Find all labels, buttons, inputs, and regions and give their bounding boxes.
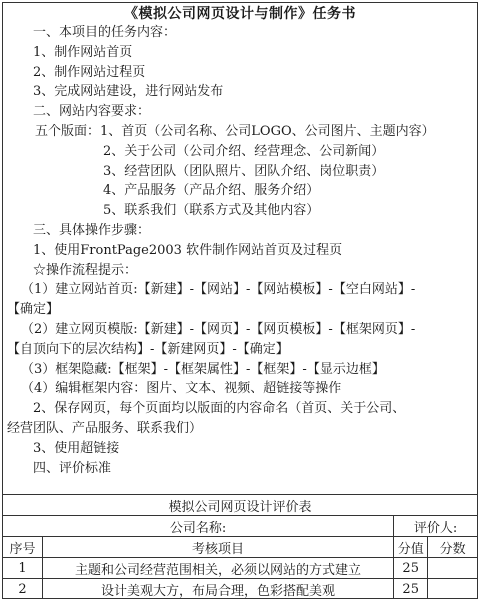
row-number: 1 (3, 558, 43, 579)
evaluation-table-title: 模拟公司网页设计评价表 (3, 495, 478, 516)
table-header-row (3, 537, 478, 558)
section2-item: 2、关于公司（公司介绍、经营理念、公司新闻） (103, 143, 385, 159)
step-2: 2、保存网页，每个页面均以版面的内容命名（首页、关于公司、 (33, 401, 406, 417)
section2-lead: 五个版面： (35, 123, 101, 139)
section1-heading: 一、本项目的任务内容： (33, 25, 177, 40)
section2-item: 3、经营团队（团队照片、团队介绍、岗位职责） (103, 163, 385, 179)
row-item: 设计美观大方，布局合理，色彩搭配美观 (42, 579, 393, 600)
company-name-label: 公司名称: (3, 516, 394, 537)
procedure-3: （3）框架隐藏:【框架】-【框架属性】-【框架】-【显示边框】 (21, 361, 385, 377)
row-points: 25 (394, 579, 428, 600)
table-row (3, 558, 478, 579)
procedure-hint: ☆操作流程提示： (33, 262, 138, 278)
section4-heading: 四、评价标准 (33, 460, 112, 476)
section1-item: 2、制作网站过程页 (33, 64, 146, 80)
document-title: 《模拟公司网页设计与制作》任务书 (124, 6, 356, 22)
section1-item: 1、制作网站首页 (33, 44, 133, 60)
section2-item: 4、产品服务（产品介绍、服务介绍） (103, 183, 320, 199)
row-item: 主题和公司经营范围相关，必须以网站的方式建立 (42, 558, 393, 579)
task-document (2, 2, 478, 599)
section2-heading: 二、网站内容要求： (33, 104, 151, 120)
table-row (3, 579, 478, 600)
row-number: 2 (3, 579, 43, 600)
section2-item: 5、联系我们（联系方式及其他内容） (103, 203, 320, 219)
evaluator-label: 评价人: (394, 516, 478, 537)
row-points: 25 (394, 558, 428, 579)
column-header: 考核项目 (42, 537, 393, 558)
step-2-cont: 经营团队、产品服务、联系我们） (7, 420, 203, 436)
section3-heading: 三、具体操作步骤： (33, 222, 151, 238)
section2-item: 1、首页（公司名称、公司LOGO、公司图片、主题内容） (100, 123, 435, 139)
row-score (428, 579, 478, 600)
section1-item: 3、完成网站建设，进行网站发布 (33, 84, 224, 100)
section2-item-first (3, 122, 477, 142)
column-header: 分值 (394, 537, 428, 558)
procedure-1-cont: 【确定】 (7, 302, 60, 318)
procedure-4: （4）编辑框架内容：图片、文本、视频、超链接等操作 (21, 381, 342, 397)
evaluation-table (2, 494, 478, 599)
procedure-2: （2）建立网页模版:【新建】-【网页】-【网页模板】-【框架网页】- (21, 321, 416, 337)
column-header: 分数 (428, 537, 478, 558)
column-header: 序号 (3, 537, 43, 558)
step-3: 3、使用超链接 (33, 440, 120, 456)
procedure-2-cont: 【自顶向下的层次结构】-【新建网页】-【确定】 (7, 341, 289, 357)
row-score (428, 558, 478, 579)
procedure-1: （1）建立网站首页:【新建】-【网站】-【网站模板】-【空白网站】- (21, 282, 416, 298)
step-1: 1、使用FrontPage2003 软件制作网站首页及过程页 (33, 242, 343, 258)
